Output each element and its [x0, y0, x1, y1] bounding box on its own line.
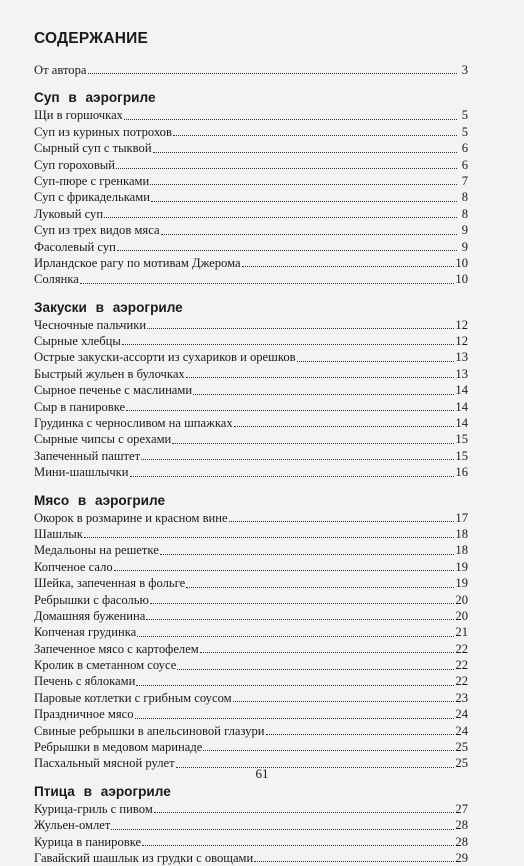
toc-entry-page: 5: [461, 124, 468, 139]
toc-entry-page: 14: [455, 399, 468, 414]
dot-leader: [200, 652, 455, 653]
dot-leader: [141, 459, 454, 460]
toc-entry-text: Сыр в панировке: [34, 399, 126, 414]
dot-leader: [153, 152, 457, 153]
toc-entry-text: От автора: [34, 62, 87, 77]
toc-entry: [34, 542, 468, 558]
toc-entry: [34, 448, 468, 464]
dot-leader: [233, 701, 455, 702]
toc-entry-page: 21: [455, 625, 468, 640]
toc-entry-page: 18: [455, 543, 468, 558]
dot-leader: [137, 636, 454, 637]
page-title: СОДЕРЖАНИЕ: [34, 30, 149, 47]
dot-leader: [161, 234, 457, 235]
toc-entry-page: 7: [461, 173, 468, 188]
dot-leader: [186, 377, 455, 378]
section-heading: Суп в аэрогриле: [34, 90, 156, 106]
toc-entry-text: Паровые котлетки с грибным соусом: [34, 690, 232, 705]
toc-entry-page: 22: [455, 641, 468, 656]
toc-entry-page: 24: [455, 707, 468, 722]
toc-section: [34, 492, 468, 772]
toc-entry-text: Суп-пюре с гренками: [34, 173, 150, 188]
toc-entry-page: 5: [461, 108, 468, 123]
toc-entry: [34, 415, 468, 431]
toc-entry-page: 8: [461, 206, 468, 221]
toc-entry-text: Печень с яблоками: [34, 674, 136, 689]
toc-entry: [34, 140, 468, 156]
toc-entry: [34, 657, 468, 673]
toc-entry-text: Жульен-омлет: [34, 818, 111, 833]
toc-entry-text: Суп из куриных потрохов: [34, 124, 172, 139]
toc-entry-page: 10: [455, 272, 468, 287]
toc-entry: [34, 124, 468, 140]
toc-entry-text: Ребрышки с фасолью: [34, 592, 149, 607]
toc-entry-text: Луковый суп: [34, 206, 104, 221]
toc-entry-text: Курица в панировке: [34, 834, 142, 849]
toc-entry-page: 12: [455, 334, 468, 349]
dot-leader: [88, 73, 458, 74]
toc-entry-text: Домашняя буженина: [34, 608, 146, 623]
dot-leader: [124, 119, 457, 120]
dot-leader: [84, 537, 455, 538]
toc-entry-page: 23: [455, 690, 468, 705]
toc-entry: [34, 739, 468, 755]
toc-entry: [34, 850, 468, 866]
toc-entry-text: Мини-шашлычки: [34, 465, 129, 480]
toc-entry-text: Сырный суп с тыквой: [34, 141, 152, 156]
toc-entry-page: 29: [455, 851, 468, 865]
toc-entry: [34, 333, 468, 349]
toc-entry: [34, 641, 468, 657]
dot-leader: [193, 394, 454, 395]
dot-leader: [126, 410, 454, 411]
toc-entry-text: Пасхальный мясной рулет: [34, 756, 175, 771]
toc-entry-page: 16: [455, 465, 468, 480]
toc-entry-page: 18: [455, 526, 468, 541]
dot-leader: [254, 861, 454, 862]
toc-entry-page: 9: [461, 239, 468, 254]
toc-entry-text: Медальоны на решетке: [34, 543, 159, 558]
toc-entry-text: Гавайский шашлык из грудки с овощами: [34, 851, 254, 865]
toc-entry: [34, 723, 468, 739]
toc-entry-text: Курица-гриль с пивом: [34, 801, 153, 816]
toc-entry: [34, 464, 468, 480]
toc-entry-text: Грудинка с черносливом на шпажках: [34, 416, 233, 431]
dot-leader: [135, 718, 455, 719]
toc-entry: [34, 271, 468, 287]
toc-entry: [34, 107, 468, 123]
toc-entry-text: Шашлык: [34, 526, 83, 541]
toc-entry-text: Сырное печенье с маслинами: [34, 383, 193, 398]
toc-entry: [34, 206, 468, 222]
toc-entry-page: 6: [461, 157, 468, 172]
dot-leader: [114, 570, 455, 571]
toc-entry: [34, 157, 468, 173]
toc-entry-page: 17: [455, 510, 468, 525]
toc-entry-page: 22: [455, 658, 468, 673]
toc-entry-page: 14: [455, 416, 468, 431]
toc-entry: [34, 510, 468, 526]
toc-entry-page: 28: [455, 834, 468, 849]
toc-entry-page: 12: [455, 317, 468, 332]
toc-entry-page: 13: [455, 366, 468, 381]
toc-entry-page: 22: [455, 674, 468, 689]
dot-leader: [172, 443, 454, 444]
toc-entry-page: 6: [461, 141, 468, 156]
toc-entry-text: Суп с фрикадельками: [34, 190, 150, 205]
dot-leader: [130, 476, 455, 477]
toc-entry: [34, 189, 468, 205]
dot-leader: [116, 168, 457, 169]
dot-leader: [80, 283, 455, 284]
toc-section: [34, 299, 468, 481]
toc-entry: [34, 801, 468, 817]
toc-entry-text: Чесночные пальчики: [34, 317, 147, 332]
toc-entry-page: 20: [455, 608, 468, 623]
toc-entry: [34, 399, 468, 415]
section-heading: Птица в аэрогриле: [34, 783, 171, 799]
toc-entry: [34, 624, 468, 640]
toc-entry-text: Шейка, запеченная в фольге: [34, 576, 186, 591]
dot-leader: [186, 587, 454, 588]
toc-entry-text: Солянка: [34, 272, 79, 287]
toc-entry-text: Щи в горшочках: [34, 108, 123, 123]
toc-entry-page: 9: [461, 223, 468, 238]
toc-entry-page: 8: [461, 190, 468, 205]
toc-entry: [34, 706, 468, 722]
toc-entry-text: Сырные хлебцы: [34, 334, 121, 349]
toc-entry-page: 10: [455, 255, 468, 270]
toc-entry: [34, 255, 468, 271]
toc-entry-text: Суп из трех видов мяса: [34, 223, 160, 238]
toc-entry-page: 25: [455, 740, 468, 755]
toc-entry: [34, 526, 468, 542]
dot-leader: [104, 217, 457, 218]
toc-entry-page: 20: [455, 592, 468, 607]
toc-entry: [34, 382, 468, 398]
toc-entry: [34, 559, 468, 575]
dot-leader: [142, 845, 454, 846]
toc-entry-text: Окорок в розмарине и красном вине: [34, 510, 228, 525]
dot-leader: [136, 685, 454, 686]
dot-leader: [229, 521, 455, 522]
dot-leader: [150, 603, 454, 604]
toc-entry: [34, 834, 468, 850]
section-heading: Мясо в аэрогриле: [34, 492, 166, 508]
toc-section: [34, 783, 468, 866]
toc-section: [34, 89, 468, 287]
dot-leader: [111, 829, 454, 830]
toc-entry-text: Суп гороховый: [34, 157, 115, 172]
dot-leader: [122, 344, 455, 345]
toc-entry-page: 24: [455, 723, 468, 738]
toc-entry-text: Ирландское рагу по мотивам Джерома: [34, 255, 241, 270]
toc-entry-page: 3: [461, 62, 468, 77]
toc-entry-intro: [34, 62, 468, 78]
dot-leader: [234, 426, 455, 427]
toc-entry-page: 28: [455, 818, 468, 833]
dot-leader: [117, 250, 457, 251]
toc-entry: [34, 317, 468, 333]
dot-leader: [203, 750, 454, 751]
dot-leader: [160, 554, 455, 555]
toc-entry-page: 15: [455, 448, 468, 463]
toc-entry: [34, 173, 468, 189]
toc-entry-text: Запеченное мясо с картофелем: [34, 641, 199, 656]
toc-entry-page: 14: [455, 383, 468, 398]
toc-entry-page: 13: [455, 350, 468, 365]
dot-leader: [173, 135, 457, 136]
dot-leader: [177, 669, 454, 670]
toc-entry-page: 19: [455, 559, 468, 574]
dot-leader: [154, 812, 455, 813]
toc-entry: [34, 690, 468, 706]
toc-entry-text: Кролик в сметанном соусе: [34, 658, 177, 673]
dot-leader: [150, 184, 457, 185]
toc-entry-text: Копченая грудинка: [34, 625, 137, 640]
toc-entry-text: Свиные ребрышки в апельсиновой глазури: [34, 723, 265, 738]
toc-entry-text: Быстрый жульен в булочках: [34, 366, 185, 381]
toc-entry-page: 25: [455, 756, 468, 771]
toc-entry: [34, 575, 468, 591]
dot-leader: [146, 619, 454, 620]
toc-entry-text: Фасолевый суп: [34, 239, 116, 254]
dot-leader: [147, 328, 454, 329]
section-heading: Закуски в аэрогриле: [34, 299, 183, 315]
toc-entry-page: 15: [455, 432, 468, 447]
toc-entry: [34, 674, 468, 690]
toc-entry: [34, 817, 468, 833]
toc-entry-text: Копченое сало: [34, 559, 113, 574]
toc-entry-page: 27: [455, 801, 468, 816]
page-number: 61: [255, 766, 269, 781]
toc-entry-text: Сырные чипсы с орехами: [34, 432, 172, 447]
toc-entry-page: 19: [455, 576, 468, 591]
dot-leader: [297, 361, 455, 362]
dot-leader: [151, 201, 457, 202]
table-of-contents: [34, 62, 468, 866]
toc-entry-text: Запеченный паштет: [34, 448, 141, 463]
toc-entry-text: Ребрышки в медовом маринаде: [34, 740, 203, 755]
toc-entry: [34, 239, 468, 255]
toc-entry: [34, 431, 468, 447]
toc-entry: [34, 366, 468, 382]
toc-entry-text: Праздничное мясо: [34, 707, 134, 722]
toc-entry: [34, 349, 468, 365]
toc-entry: [34, 592, 468, 608]
toc-entry: [34, 608, 468, 624]
dot-leader: [242, 266, 455, 267]
toc-entry: [34, 222, 468, 238]
dot-leader: [266, 734, 455, 735]
toc-entry-text: Острые закуски-ассорти из сухариков и орешков: [34, 350, 296, 365]
toc-sections: [34, 89, 468, 866]
